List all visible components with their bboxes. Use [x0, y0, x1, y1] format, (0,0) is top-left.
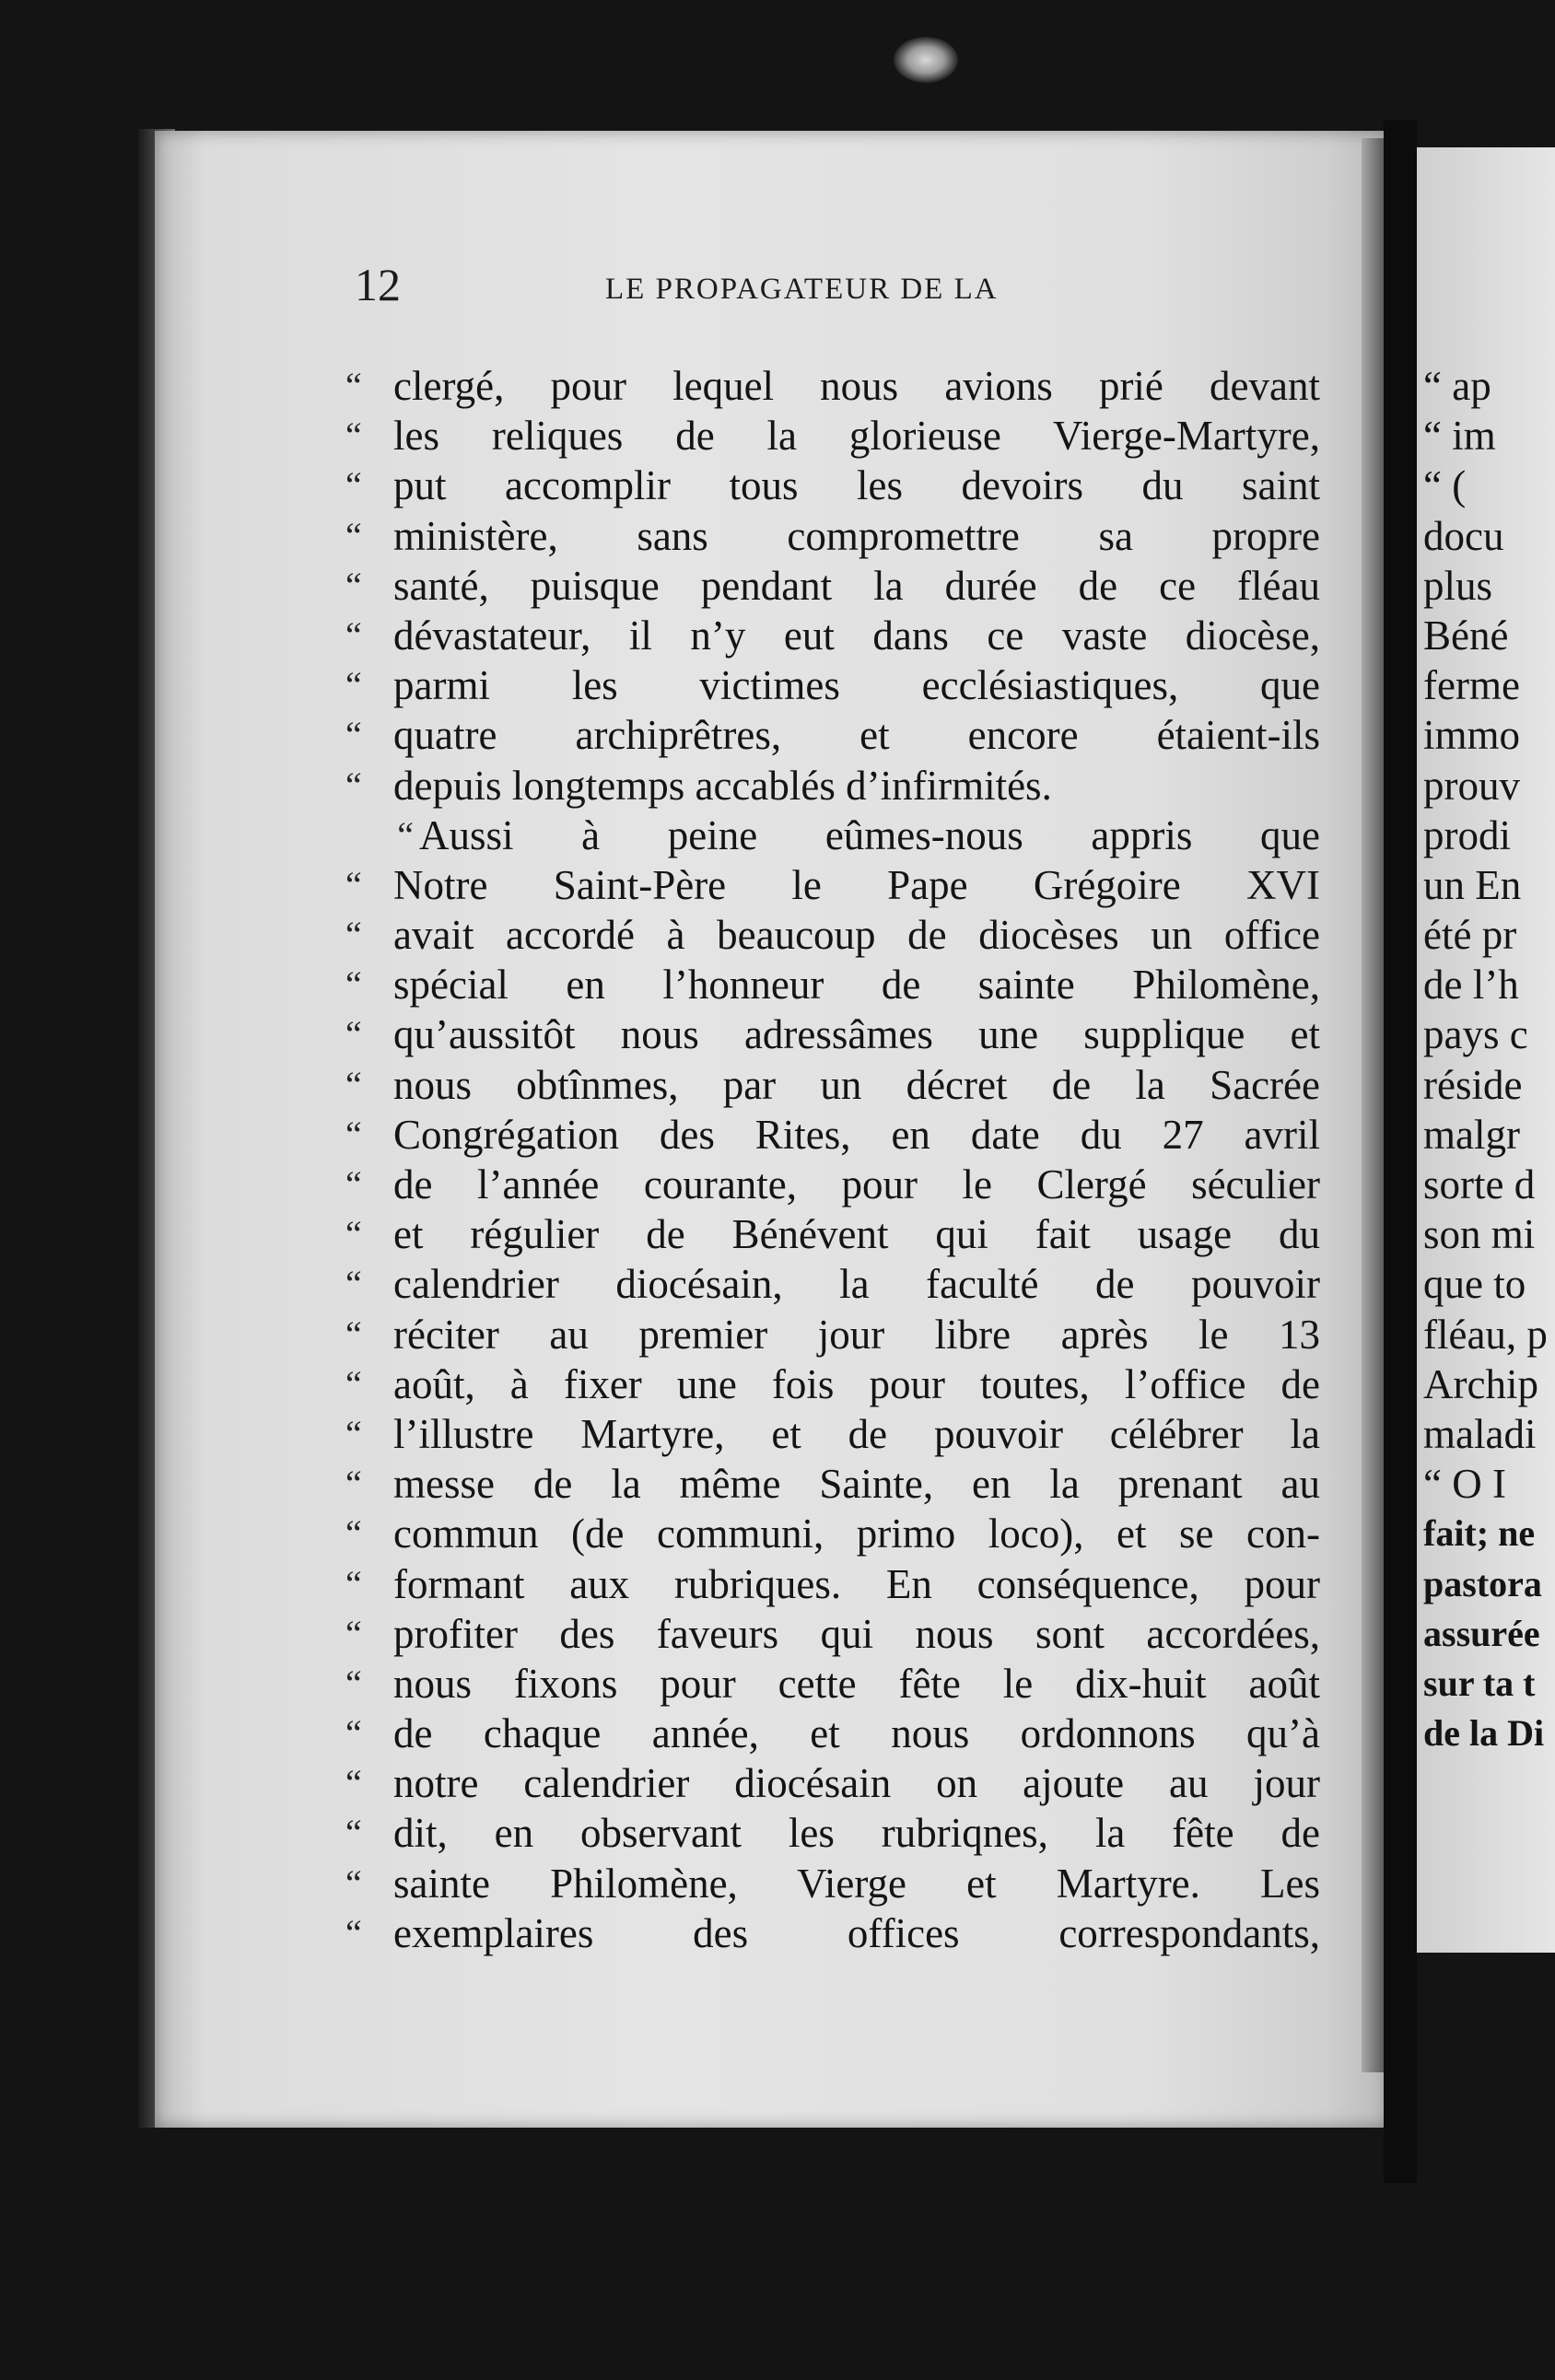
line-text: quatre archiprêtres, et encore étaient-ils: [393, 712, 1320, 759]
right-page-line: Archip: [1423, 1360, 1538, 1407]
text-line: [345, 461, 1320, 510]
right-page-line: pays c: [1423, 1011, 1528, 1058]
right-page-line: de l’h: [1423, 962, 1519, 1009]
right-page-line: réside: [1423, 1061, 1523, 1108]
quote-mark: “: [345, 1762, 362, 1804]
text-line: [345, 1459, 1320, 1509]
line-text: de l’année courante, pour le Clergé séculier: [393, 1161, 1320, 1208]
right-page-line: “ O I: [1423, 1461, 1506, 1508]
line-text: dévastateur, il n’y eut dans ce vaste diocèse,: [393, 612, 1320, 659]
line-text: août, à fixer une fois pour toutes, l’office de: [393, 1360, 1320, 1407]
line-text: l’illustre Martyre, et de pouvoir célébrer la: [393, 1410, 1320, 1457]
quote-mark: “: [345, 613, 362, 656]
right-page-line: un En: [1423, 861, 1522, 908]
quote-mark: “: [345, 963, 362, 1006]
right-page-line: prouv: [1423, 762, 1520, 809]
line-text: Aussi à peine eûmes-nous appris que: [419, 811, 1320, 858]
quote-mark: “: [345, 1662, 362, 1704]
page-header: [355, 258, 1317, 313]
text-line: [345, 1060, 1320, 1110]
right-page-line: docu: [1423, 512, 1504, 559]
quote-mark: “: [345, 365, 362, 406]
right-page-line: malgr: [1423, 1111, 1520, 1158]
text-line: [345, 710, 1320, 760]
right-page-line: prodi: [1423, 811, 1511, 858]
right-page-line: “ im: [1423, 413, 1496, 460]
line-text: exemplaires des offices correspondants,: [393, 1909, 1320, 1956]
quote-mark: “: [345, 1463, 362, 1505]
line-text: Congrégation des Rites, en date du 27 avril: [393, 1111, 1320, 1158]
text-line: [345, 1310, 1320, 1359]
text-line: [345, 660, 1320, 710]
text-line: [345, 1209, 1320, 1259]
line-text: les reliques de la glorieuse Vierge-Martyre,: [393, 413, 1320, 460]
text-line: [345, 1758, 1320, 1808]
line-text: put accomplir tous les devoirs du saint: [393, 462, 1320, 509]
right-page-line: assurée: [1423, 1612, 1540, 1654]
text-line: [345, 1409, 1320, 1459]
quote-mark: “: [345, 1911, 362, 1954]
line-text: nous obtînmes, par un décret de la Sacrée: [393, 1061, 1320, 1108]
right-page-line: sur ta t: [1423, 1662, 1536, 1704]
line-text: avait accordé à beaucoup de diocèses un office: [393, 912, 1320, 959]
right-page-line: pastora: [1423, 1562, 1542, 1604]
right-page-line: plus: [1423, 562, 1493, 609]
right-page-line: “ (: [1423, 462, 1467, 509]
quote-mark: “: [345, 1512, 362, 1555]
quote-mark: “: [345, 414, 362, 457]
quote-mark: “: [345, 1013, 362, 1056]
right-page-line: immo: [1423, 712, 1521, 759]
quote-mark: “: [345, 1861, 362, 1904]
quote-mark: “: [345, 564, 362, 606]
line-text: santé, puisque pendant la durée de ce fléau: [393, 562, 1320, 609]
text-line: [345, 860, 1320, 910]
right-page-line: Béné: [1423, 612, 1509, 659]
page-number: 12: [355, 259, 401, 310]
running-head: LE PROPAGATEUR DE LA: [605, 273, 999, 306]
text-line: [345, 910, 1320, 960]
text-line: [345, 1659, 1320, 1709]
quote-mark: “: [345, 863, 362, 905]
text-line: [345, 1908, 1320, 1958]
line-text: spécial en l’honneur de sainte Philomène,: [393, 962, 1320, 1009]
line-text: messe de la même Sainte, en la prenant au: [393, 1461, 1320, 1508]
quote-mark: “: [345, 764, 362, 806]
line-text: Notre Saint-Père le Pape Grégoire XVI: [393, 861, 1320, 908]
line-text: calendrier diocésain, la faculté de pouvoir: [393, 1261, 1320, 1308]
line-text: clergé, pour lequel nous avions prié devant: [393, 363, 1320, 409]
text-line: [345, 1559, 1320, 1609]
text-line: [345, 1609, 1320, 1659]
quote-mark: “: [345, 1063, 362, 1105]
quote-mark: “: [345, 1362, 362, 1405]
line-text: commun (de communi, primo loco), et se con-: [393, 1511, 1320, 1558]
text-line: [345, 561, 1320, 611]
text-line: [345, 811, 1320, 860]
text-line: [345, 411, 1320, 461]
line-text: qu’aussitôt nous adressâmes une supplique et: [393, 1011, 1320, 1058]
quote-mark: “: [345, 1712, 362, 1755]
line-text: réciter au premier jour libre après le 13: [393, 1311, 1320, 1358]
line-text: ministère, sans compromettre sa propre: [393, 512, 1320, 559]
scan-smudge: [894, 37, 958, 83]
page-edge: [1362, 138, 1384, 2072]
quote-mark: “: [345, 914, 362, 956]
text-line: [345, 1160, 1320, 1209]
quote-mark: “: [345, 1163, 362, 1205]
line-text: profiter des faveurs qui nous sont accordées,: [393, 1610, 1320, 1657]
right-page-text: [1423, 361, 1555, 1758]
line-text: formant aux rubriques. En conséquence, pour: [393, 1560, 1320, 1607]
line-text: sainte Philomène, Vierge et Martyre. Les: [393, 1860, 1320, 1907]
text-line: [345, 1808, 1320, 1858]
text-line: [345, 1859, 1320, 1908]
text-line: [345, 960, 1320, 1009]
quote-mark: “: [345, 1312, 362, 1355]
right-page-line: ferme: [1423, 662, 1520, 709]
quote-mark: “: [345, 714, 362, 756]
right-page-line: “ ap: [1423, 363, 1491, 409]
body-text: [345, 361, 1320, 1958]
quote-mark: “: [397, 813, 414, 856]
quote-mark: “: [345, 1113, 362, 1155]
quote-mark: “: [345, 1562, 362, 1604]
line-text: et régulier de Bénévent qui fait usage du: [393, 1211, 1320, 1258]
right-page-line: sorte d: [1423, 1161, 1536, 1208]
text-line: [345, 511, 1320, 561]
quote-mark: “: [345, 664, 362, 706]
text-line: [345, 611, 1320, 660]
right-page-line: fait; ne: [1423, 1512, 1536, 1555]
text-line: [345, 1509, 1320, 1558]
right-page-line: de la Di: [1423, 1712, 1545, 1755]
book-gutter: [1384, 120, 1417, 2183]
text-line: [345, 1259, 1320, 1309]
right-page-line: fléau, p: [1423, 1311, 1548, 1358]
quote-mark: “: [345, 514, 362, 556]
text-line: [345, 1709, 1320, 1758]
text-line: [345, 761, 1320, 811]
right-page-line: son mi: [1423, 1211, 1536, 1258]
right-page-line: été pr: [1423, 912, 1517, 959]
quote-mark: “: [345, 464, 362, 507]
line-text: de chaque année, et nous ordonnons qu’à: [393, 1710, 1320, 1757]
quote-mark: “: [345, 1213, 362, 1255]
quote-mark: “: [345, 1412, 362, 1454]
text-line: [345, 1009, 1320, 1059]
right-page-line: que to: [1423, 1261, 1526, 1308]
line-text: notre calendrier diocésain on ajoute au jour: [393, 1760, 1320, 1807]
line-text: nous fixons pour cette fête le dix-huit août: [393, 1660, 1320, 1707]
quote-mark: “: [345, 1263, 362, 1305]
text-line: [345, 1110, 1320, 1160]
text-line: [345, 361, 1320, 411]
quote-mark: “: [345, 1612, 362, 1654]
line-text: depuis longtemps accablés d’infirmités.: [393, 762, 1052, 809]
text-line: [345, 1359, 1320, 1409]
right-page-line: maladi: [1423, 1410, 1537, 1457]
line-text: dit, en observant les rubriqnes, la fête de: [393, 1810, 1320, 1857]
quote-mark: “: [345, 1812, 362, 1854]
line-text: parmi les victimes ecclésiastiques, que: [393, 662, 1320, 709]
